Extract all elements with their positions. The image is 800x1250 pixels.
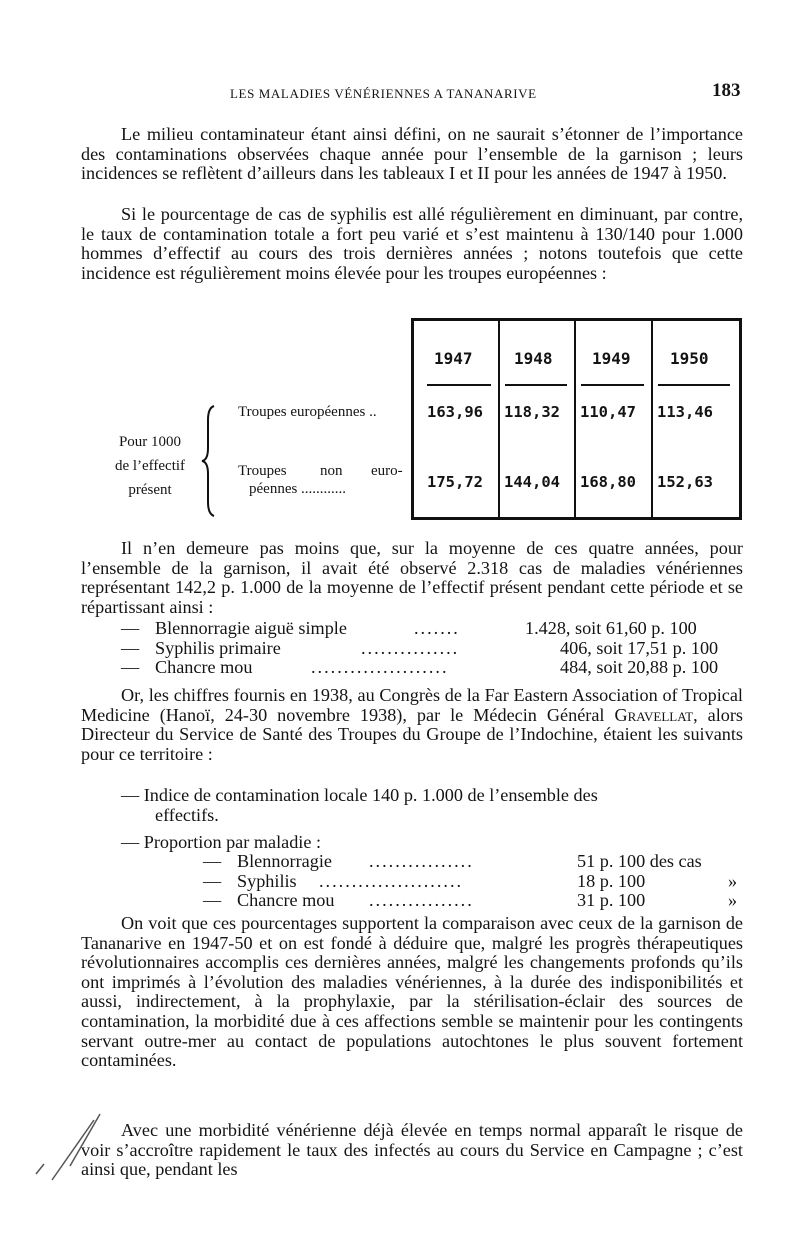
table-divider <box>651 321 653 517</box>
row-label-non-european <box>238 463 408 497</box>
paragraph-6-text: Avec une morbidité vénérienne déjà élevée en temps normal apparaît le risque de voir s’accroître rapidement le taux des infectés au cours du Service en Campagne ; c’est ainsi que, pendant les <box>81 1120 743 1180</box>
paragraph-4-part-a: Or, les chiffres fournis en 1938, au Congrès de la Far Eastern Association of Tropical Medicine (Hanoï, 24-30 novembre 1938), par le Médecin Général <box>81 685 743 725</box>
paragraph-5-text: On voit que ces pourcentages supportent la comparaison avec ceux de la garnison de Tananarive en 1947-50 et on est fondé à déduire que, malgré les progrès thérapeutiques révolutionnaires accomplis ces dernières années, malgré les changements profonds qu’ils ont imprimés à l’évolution des maladies vénériennes, à la durée des indisponibilités et aussi, indirectement, à la prophylaxie, par la stérilisation-éclair des sources de contamination, la morbidité due à ces affections semble se maintenir pour les contingents servant outre-mer au contact de populations autochtones le plus souvent fortement contaminées. <box>81 913 743 1071</box>
table-divider <box>498 321 500 517</box>
list-item <box>121 619 746 639</box>
list-label: Blennorragie aiguë simple <box>155 618 347 638</box>
table-cell: 163,96 <box>427 403 483 421</box>
paragraph-3 <box>81 539 743 617</box>
list-dots: ................ <box>369 851 474 871</box>
list-dash: — <box>203 870 222 891</box>
list-label: Blennorragie <box>237 851 332 871</box>
proportion-list <box>203 852 748 911</box>
list-item <box>121 639 746 659</box>
indice-line-1: — Indice de contamination locale 140 p. 1.000 de l’ensemble des <box>121 785 598 805</box>
table-cell: 118,32 <box>504 403 560 421</box>
page-number: 183 <box>712 80 741 101</box>
list-dash: — <box>121 618 140 638</box>
year-header-1947: 1947 <box>434 349 473 368</box>
year-header-1950: 1950 <box>670 349 709 368</box>
table-group-label <box>100 430 200 502</box>
list-dots: ................ <box>369 890 474 911</box>
row-label-troupes: Troupes <box>238 463 287 479</box>
year-header-1949: 1949 <box>592 349 631 368</box>
paragraph-6 <box>81 1121 743 1180</box>
breakdown-list <box>121 619 746 678</box>
paragraph-2-text: Si le pourcentage de cas de syphilis est allé régulièrement en diminuant, par contre, le taux de contamination totale a fort peu varié et s’est maintenu à 130/140 pour 1.000 hommes d’effectif au cours des trois dernières années ; notons toutefois que cette incidence est régulièrement moins élevée pour les troupes européennes : <box>81 204 743 283</box>
list-dash: — <box>203 851 222 871</box>
table-divider <box>574 321 576 517</box>
list-dots: ............... <box>361 637 460 658</box>
row-label-european: Troupes européennes .. <box>238 404 377 420</box>
list-item <box>203 872 748 892</box>
table-cell: 152,63 <box>657 473 713 491</box>
group-label-line-1: Pour 1000 <box>118 434 182 450</box>
list-value: 18 p. 100 <box>577 870 646 891</box>
list-label: Chancre mou <box>155 657 253 678</box>
list-item <box>203 891 748 911</box>
paragraph-2 <box>81 205 743 283</box>
row-label-peennes: péennes ............ <box>249 481 347 497</box>
table-cell: 110,47 <box>580 403 636 421</box>
paragraph-4-text <box>81 686 743 764</box>
list-value: 31 p. 100 <box>577 890 646 911</box>
list-dash: — <box>121 637 140 658</box>
list-dots: ..................... <box>311 657 449 678</box>
header-rule <box>505 384 567 386</box>
table-cell: 113,46 <box>657 403 713 421</box>
list-label: Syphilis primaire <box>155 637 281 658</box>
list-value: 1.428, soit 61,60 p. 100 <box>525 618 697 638</box>
paragraph-3-text: Il n’en demeure pas moins que, sur la moyenne de ces quatre années, pour l’ensemble de la garnison, il avait été observé 2.318 cas de maladies vénériennes représentant 142,2 p. 1.000 de la moyenne de l’effectif présent pendant cette période et se répartissant ainsi : <box>81 538 743 617</box>
author-name: Gravellat <box>614 704 694 725</box>
list-dash: — <box>121 657 140 678</box>
list-item <box>203 852 748 872</box>
header-rule <box>427 384 491 386</box>
data-table <box>411 318 742 520</box>
paragraph-5 <box>81 914 743 1071</box>
paragraph-1 <box>81 125 743 184</box>
paragraph-4-part-b: , alors Directeur du Service de Santé des Troupes du Groupe de l’Indochine, étaient les suivants pour ce territoire : <box>81 704 744 764</box>
table-cell: 168,80 <box>580 473 636 491</box>
list-item <box>121 658 746 678</box>
running-title: LES MALADIES VÉNÉRIENNES A TANANARIVE <box>230 86 537 101</box>
list-value: 406, soit 17,51 p. 100 <box>560 637 719 658</box>
paragraph-4 <box>81 686 743 764</box>
header-rule <box>581 384 644 386</box>
ditto-mark: » <box>728 870 738 891</box>
list-label: Chancre mou <box>237 890 335 911</box>
list-value: 484, soit 20,88 p. 100 <box>560 657 719 678</box>
list-dots: ...................... <box>319 870 464 891</box>
proportion-title: — Proportion par maladie : <box>121 832 322 853</box>
list-label: Syphilis <box>237 870 297 891</box>
pencil-mark-icon <box>30 1110 110 1190</box>
table-cell: 175,72 <box>427 473 483 491</box>
list-dots: ....... <box>414 618 460 638</box>
indochine-block <box>121 786 746 853</box>
indice-line-2: effectifs. <box>155 804 219 825</box>
header-rule <box>658 384 730 386</box>
group-label-line-2: de l’effectif <box>114 458 186 474</box>
table-cell: 144,04 <box>504 473 560 491</box>
row-label-non: non <box>320 463 343 479</box>
ditto-mark: » <box>728 890 738 911</box>
group-label-line-3: présent <box>128 482 172 498</box>
brace-icon <box>200 404 220 518</box>
list-dash: — <box>203 890 222 911</box>
row-label-euro: euro- <box>371 463 403 479</box>
list-value: 51 p. 100 des cas <box>577 851 702 871</box>
year-header-1948: 1948 <box>514 349 553 368</box>
paragraph-1-text: Le milieu contaminateur étant ainsi défini, on ne saurait s’étonner de l’importance des contaminations observées chaque année pour l’ensemble de la garnison ; leurs incidences se reflètent d’ailleurs dans les tableaux I et II pour les années de 1947 à 1950. <box>81 124 743 184</box>
